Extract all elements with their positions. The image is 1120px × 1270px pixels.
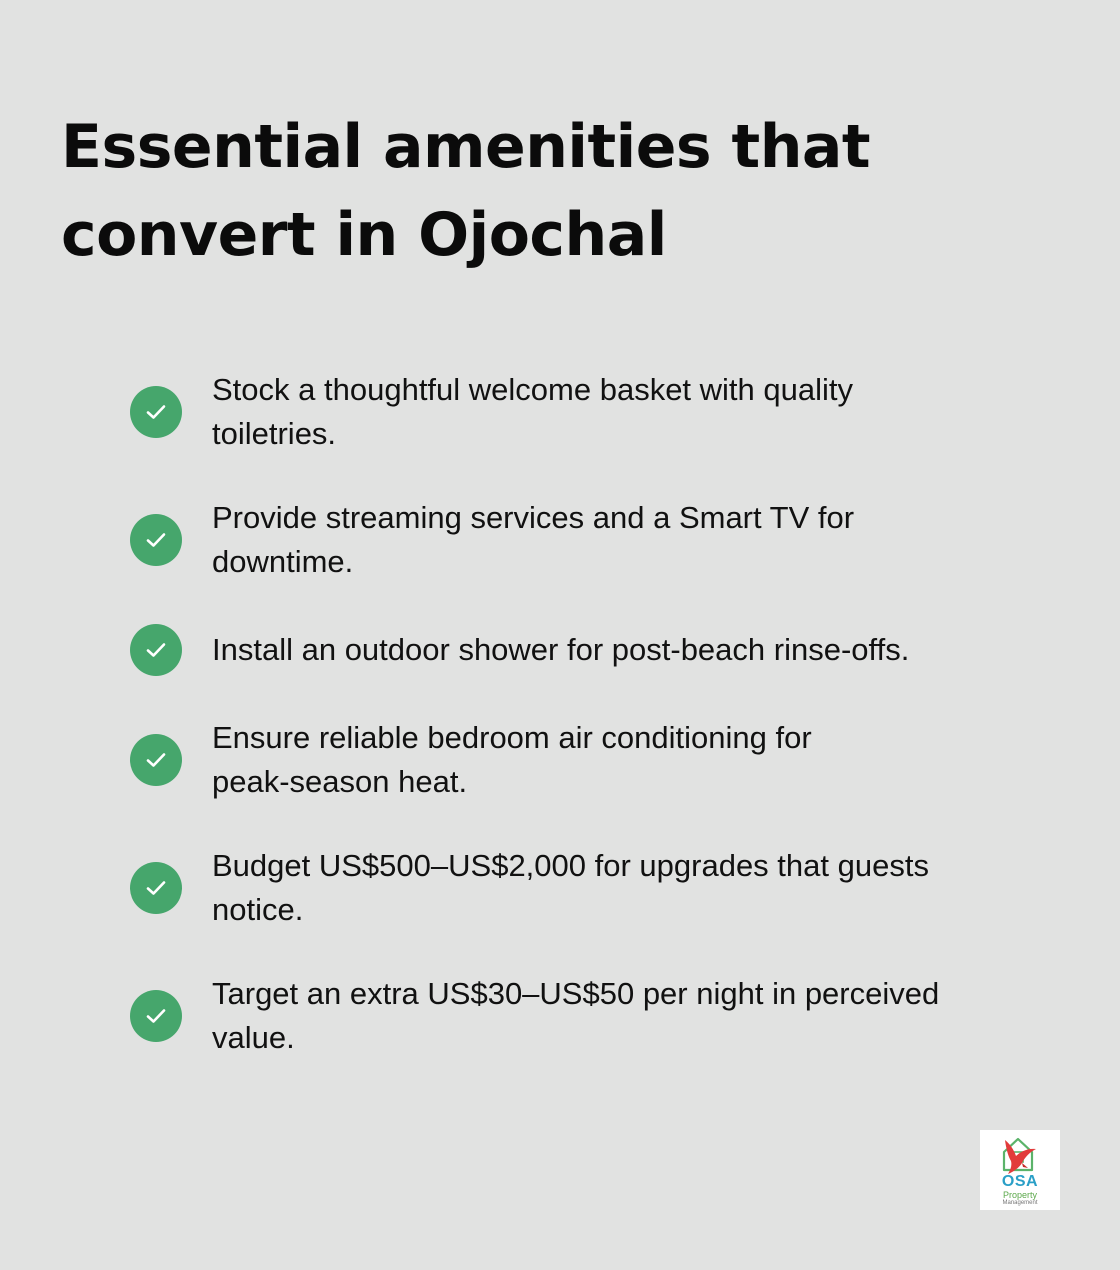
list-item-line-1: Install an outdoor shower for post-beach rinse-offs. bbox=[212, 632, 910, 667]
list-item-text bbox=[212, 972, 1012, 1060]
list-item-line-1: Ensure reliable bedroom air conditioning for bbox=[212, 720, 812, 755]
list-item-line-1: Target an extra US$30–US$50 per night in perceived bbox=[212, 976, 940, 1011]
list-item-line-1: Stock a thoughtful welcome basket with quality bbox=[212, 372, 854, 407]
check-icon bbox=[130, 862, 182, 914]
logo-subtitle-small: Management bbox=[1002, 1200, 1038, 1206]
list-item-text bbox=[212, 368, 1012, 456]
check-icon bbox=[130, 734, 182, 786]
check-icon bbox=[130, 514, 182, 566]
check-icon bbox=[130, 990, 182, 1042]
page-title bbox=[61, 103, 1021, 279]
logo-subtitle: Property bbox=[1002, 1190, 1037, 1200]
list-item-line-2: peak-season heat. bbox=[212, 764, 468, 799]
logo-wordmark: OSA bbox=[1001, 1173, 1039, 1190]
list-item-text bbox=[212, 844, 1012, 932]
list-item-text bbox=[212, 716, 1012, 804]
page-title-line-1: Essential amenities that bbox=[61, 112, 871, 182]
check-icon bbox=[130, 386, 182, 438]
company-logo bbox=[980, 1130, 1060, 1210]
list-item-text bbox=[212, 628, 1012, 672]
list-item-text bbox=[212, 496, 1012, 584]
list-item-line-2: downtime. bbox=[212, 544, 354, 579]
bird-house-logo bbox=[980, 1130, 1060, 1178]
check-icon bbox=[130, 624, 182, 676]
list-item-line-2: notice. bbox=[212, 892, 304, 927]
list-item-line-2: toiletries. bbox=[212, 416, 337, 451]
list-item-line-2: value. bbox=[212, 1020, 295, 1055]
list-item-line-1: Provide streaming services and a Smart TV for bbox=[212, 500, 855, 535]
page-title-line-2: convert in Ojochal bbox=[61, 200, 667, 270]
list-item-line-1: Budget US$500–US$2,000 for upgrades that guests bbox=[212, 848, 929, 883]
